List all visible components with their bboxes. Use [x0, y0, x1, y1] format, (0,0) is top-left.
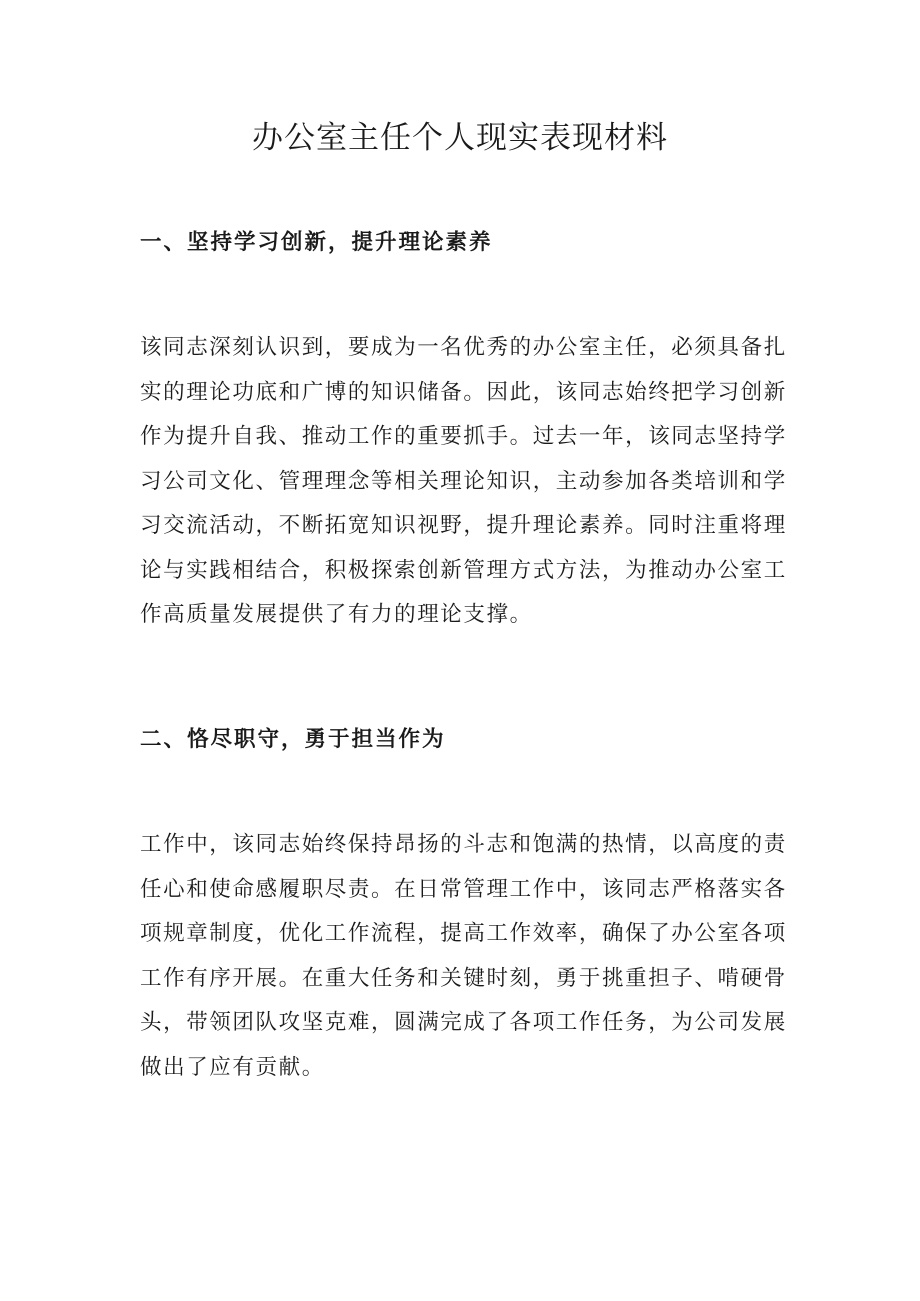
paragraph-line: 该同志深刻认识到，要成为一名优秀的办公室主任，必须具备扎 — [140, 335, 787, 360]
paragraph-line: 做出了应有贡献。 — [140, 1054, 325, 1080]
paragraph-line: 论与实践相结合，积极探索创新管理方式方法，为推动办公室工 — [140, 557, 787, 583]
paragraph-line: 工作有序开展。在重大任务和关键时刻，勇于挑重担子、啃硬骨 — [140, 965, 787, 991]
section-paragraph-2 — [140, 823, 788, 1090]
paragraph-line: 项规章制度，优化工作流程，提高工作效率，确保了办公室各项 — [140, 921, 787, 946]
section-heading-1: 一、坚持学习创新，提升理论素养 — [140, 230, 493, 255]
paragraph-line: 作高质量发展提供了有力的理论支撑。 — [140, 602, 533, 627]
paragraph-line: 实的理论功底和广博的知识储备。因此，该同志始终把学习创新 — [140, 379, 787, 405]
paragraph-line: 任心和使命感履职尽责。在日常管理工作中，该同志严格落实各 — [140, 876, 787, 902]
section-heading-2: 二、恪尽职守，勇于担当作为 — [140, 727, 446, 752]
paragraph-line: 习公司文化、管理理念等相关理论知识，主动参加各类培训和学 — [140, 468, 787, 494]
paragraph-line: 头，带领团队攻坚克难，圆满完成了各项工作任务，为公司发展 — [140, 1010, 787, 1035]
paragraph-line: 作为提升自我、推动工作的重要抓手。过去一年，该同志坚持学 — [140, 424, 787, 449]
paragraph-line: 工作中，该同志始终保持昂扬的斗志和饱满的热情，以高度的责 — [140, 832, 787, 857]
paragraph-line: 习交流活动，不断拓宽知识视野，提升理论素养。同时注重将理 — [140, 513, 787, 538]
document-title: 办公室主任个人现实表现材料 — [252, 120, 668, 156]
section-paragraph-1 — [140, 326, 788, 638]
